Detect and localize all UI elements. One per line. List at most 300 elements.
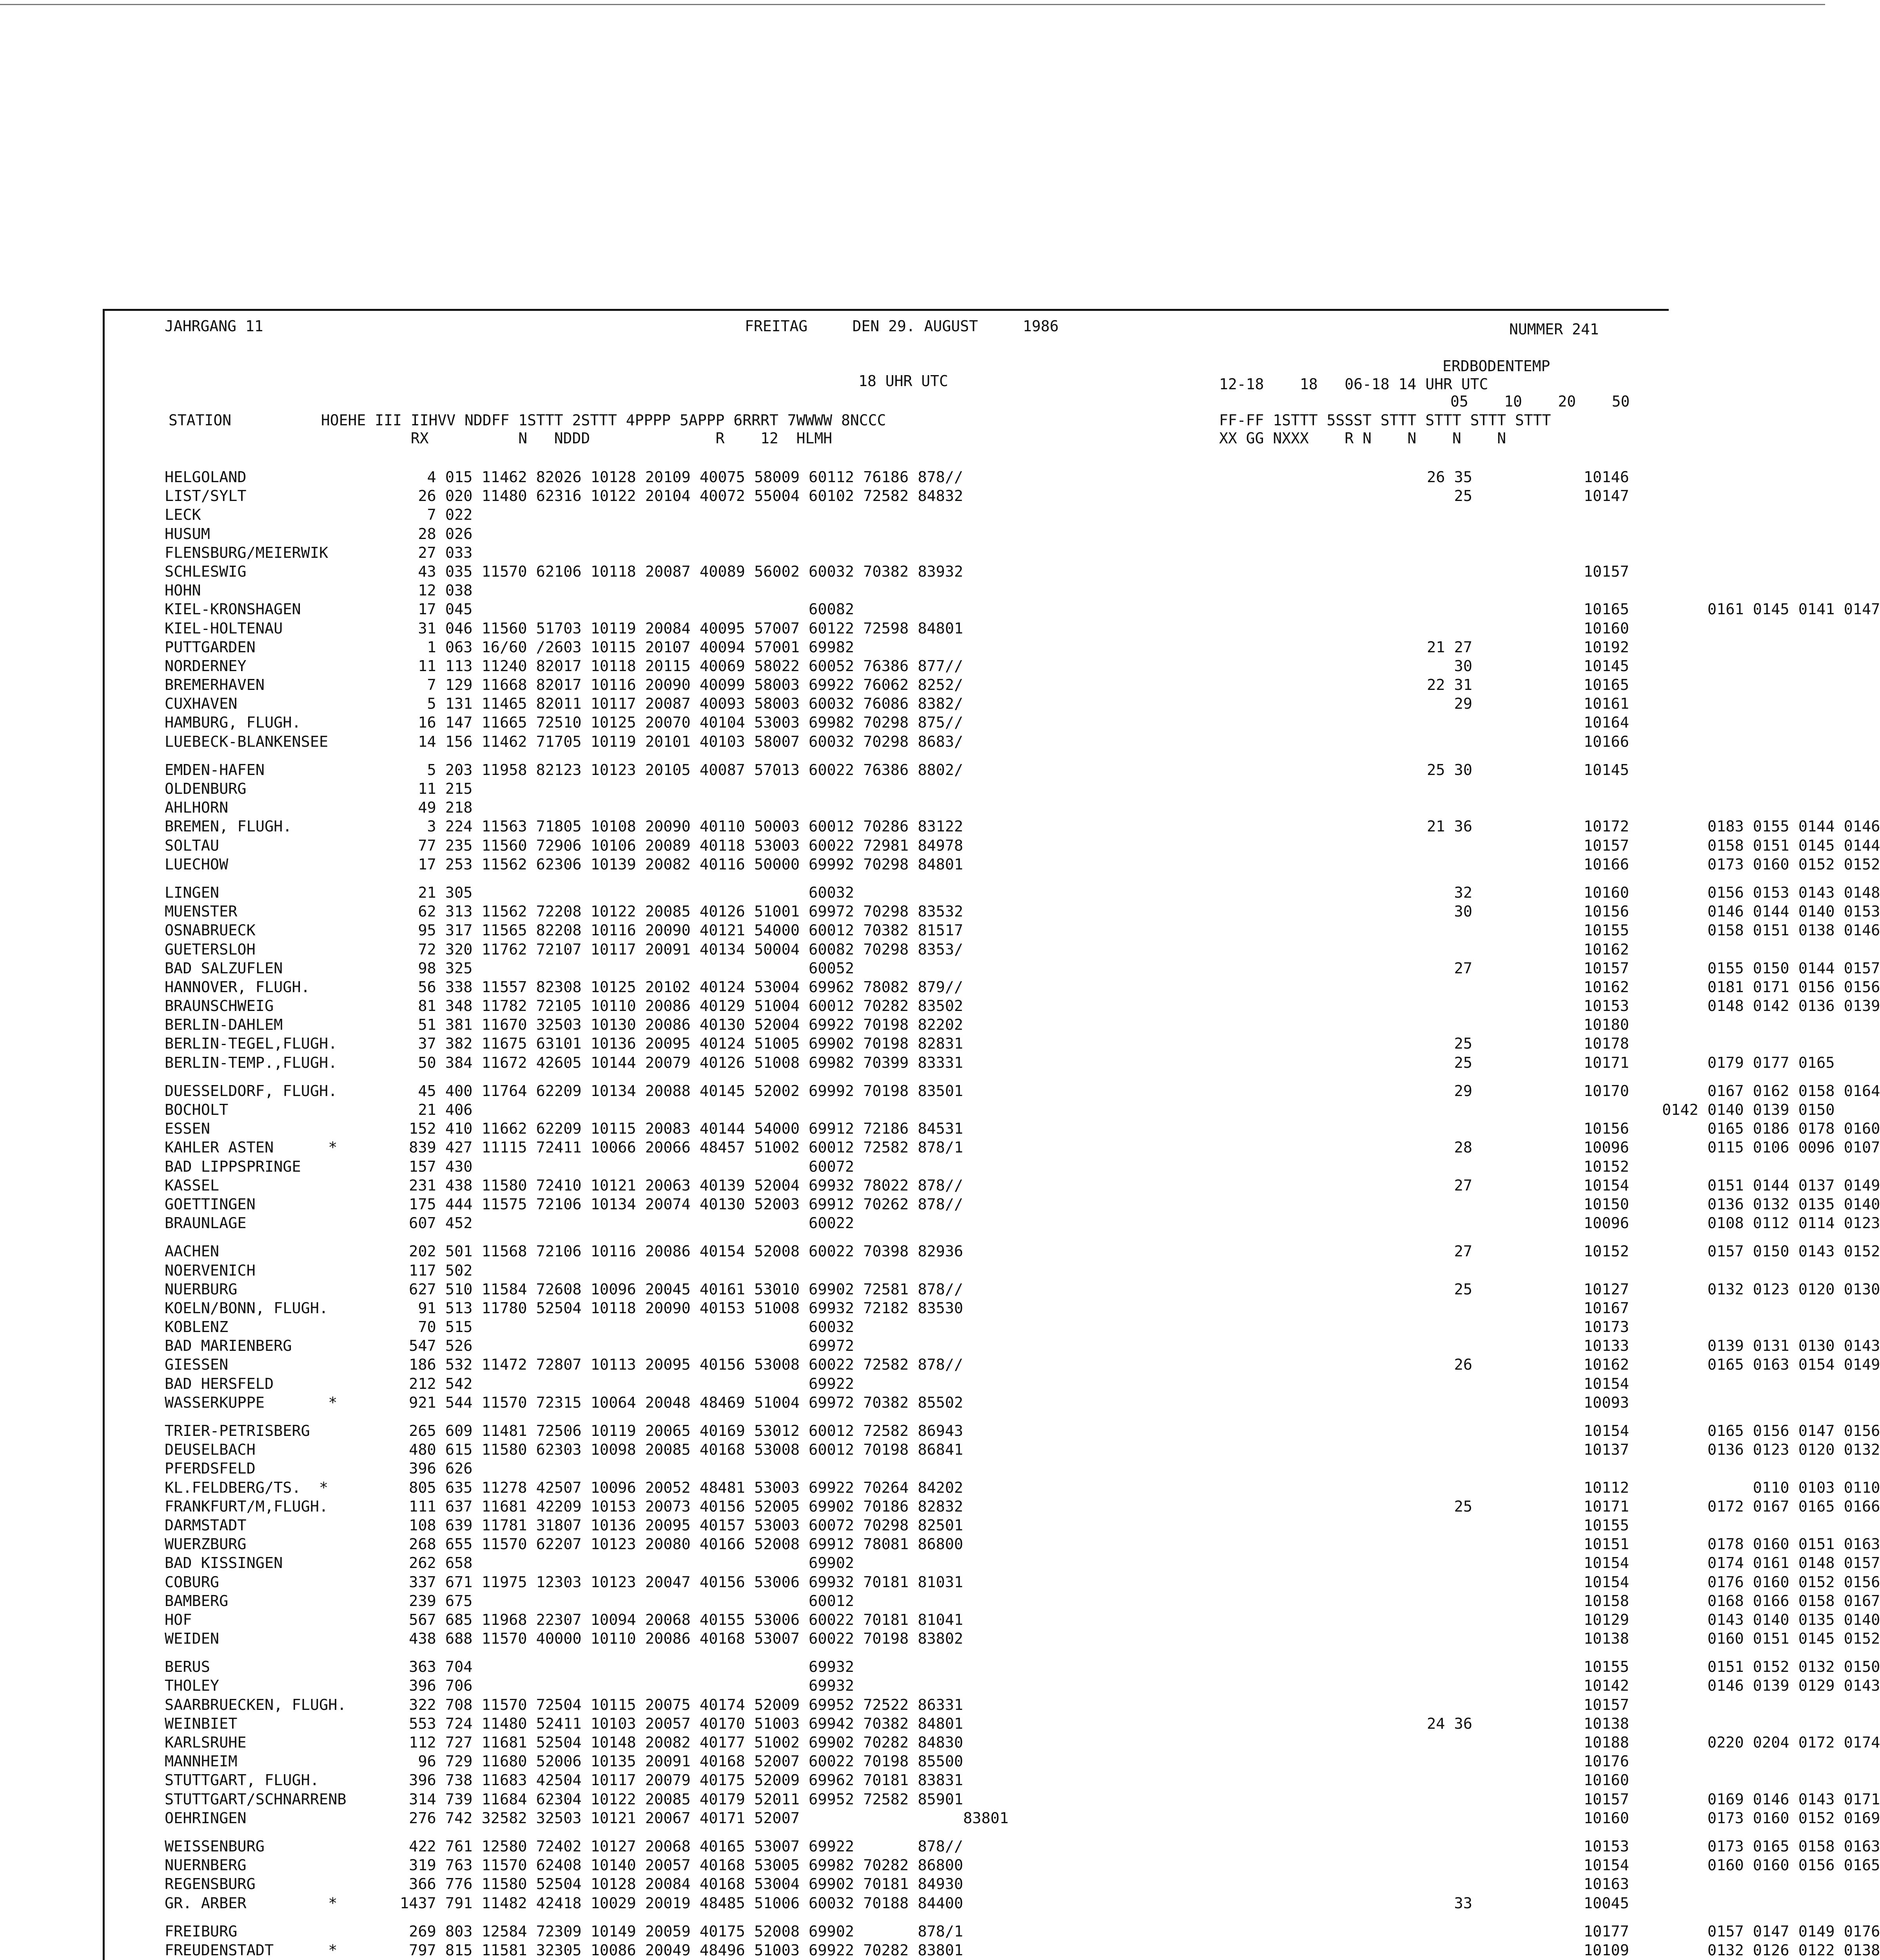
station-values: 56 338 11557 82308 10125 20102 40124 53004 69962 78082 879//: [400, 978, 964, 996]
station-values: 17 045 60082: [400, 601, 854, 619]
max-temp: 10172: [1584, 818, 1629, 836]
max-temp: 10154: [1584, 1857, 1629, 1875]
max-temp: 10162: [1584, 1356, 1629, 1374]
soil-temp: 0115 0106 0096 0107: [1707, 1139, 1880, 1157]
table-row: [165, 1261, 1880, 1280]
max-temp: 10109: [1584, 1941, 1629, 1959]
station-values: 396 626: [400, 1460, 473, 1478]
table-row: [165, 1894, 1880, 1913]
table-row: [165, 1535, 1880, 1554]
table-row: [165, 1497, 1880, 1516]
volume-label: JAHRGANG 11: [165, 318, 263, 335]
wind-gust: 27: [1427, 959, 1472, 977]
group-gap: [165, 1412, 1880, 1422]
max-temp: 10153: [1584, 997, 1629, 1015]
station-name: GOETTINGEN: [165, 1195, 256, 1213]
table-row: [165, 544, 1880, 563]
station-name: TRIER-PETRISBERG: [165, 1422, 310, 1440]
column-header-right: FF-FF 1STTT 5SSST STTT STTT STTT STTT: [1219, 412, 1551, 429]
station-name: KOELN/BONN, FLUGH.: [165, 1299, 328, 1317]
station-values: 91 513 11780 52504 10118 20090 40153 51008 69932 72182 83530: [400, 1299, 964, 1317]
table-row: [165, 1630, 1880, 1648]
max-temp: 10154: [1584, 1422, 1629, 1440]
table-row: [165, 1573, 1880, 1592]
station-values: 70 515 60032: [400, 1318, 854, 1336]
table-row: [165, 817, 1880, 836]
max-temp: 10155: [1584, 1658, 1629, 1676]
table-row: [165, 799, 1880, 817]
station-name: BERLIN-TEGEL,FLUGH.: [165, 1035, 338, 1053]
table-row: [165, 1677, 1880, 1695]
soil-temp: 0151 0152 0132 0150: [1707, 1658, 1880, 1676]
station-name: THOLEY: [165, 1677, 220, 1695]
station-name: BERUS: [165, 1658, 210, 1676]
column-header-sub: RX N NDDD R 12 HLMH: [169, 430, 832, 447]
station-values: 7 022: [400, 506, 473, 524]
station-values: 363 704 69932: [400, 1658, 854, 1676]
station-values: 337 671 11975 12303 10123 20047 40156 53006 69932 70181 81031: [400, 1573, 964, 1591]
station-name: KIEL-HOLTENAU: [165, 619, 283, 637]
table-row: [165, 1771, 1880, 1790]
table-row: [165, 733, 1880, 751]
soil-temp: 0176 0160 0152 0156: [1707, 1573, 1880, 1591]
max-temp: 10167: [1584, 1299, 1629, 1317]
station-values: 276 742 32582 32503 10121 20067 40171 52007 83801: [400, 1809, 1009, 1827]
station-name: KIEL-KRONSHAGEN: [165, 601, 301, 619]
table-row: [165, 468, 1880, 487]
max-temp: 10166: [1584, 733, 1629, 751]
soil-temp: 0155 0150 0144 0157: [1707, 959, 1880, 977]
max-temp: 10147: [1584, 487, 1629, 505]
station-name: NORDERNEY: [165, 657, 247, 675]
wind-gust: 25 30: [1427, 761, 1472, 779]
station-name: AACHEN: [165, 1243, 220, 1261]
column-header-right-sub: XX GG NXXX R N N N N: [1219, 430, 1506, 447]
soil-temp: 0148 0142 0136 0139: [1707, 997, 1880, 1015]
station-values: 31 046 11560 51703 10119 20084 40095 57007 60122 72598 84801: [400, 619, 964, 637]
soil-temp: 0156 0153 0143 0148: [1707, 884, 1880, 902]
table-row: [165, 761, 1880, 780]
group-gap: [165, 1828, 1880, 1837]
soil-temp: 0142 0140 0139 0150: [1662, 1101, 1835, 1119]
table-row: [165, 1195, 1880, 1214]
max-temp: 10164: [1584, 714, 1629, 732]
erdboden-label: ERDBODENTEMP: [1443, 358, 1550, 375]
station-name: MANNHEIM: [165, 1753, 238, 1771]
wind-gust: 22 31: [1427, 676, 1472, 694]
soil-temp: 0160 0160 0156 0165: [1707, 1857, 1880, 1875]
station-name: COBURG: [165, 1573, 220, 1591]
station-values: 11 113 11240 82017 10118 20115 40069 58022 60052 76386 877//: [400, 657, 964, 675]
station-name: HELGOLAND: [165, 468, 247, 486]
table-row: [165, 525, 1880, 544]
table-row: [165, 837, 1880, 855]
station-values: 805 635 11278 42507 10096 20052 48481 53003 69922 70264 84202: [400, 1479, 964, 1497]
soil-temp: 0136 0132 0135 0140: [1707, 1195, 1880, 1213]
table-row: [165, 1337, 1880, 1356]
table-row: [165, 1016, 1880, 1034]
table-row: [165, 600, 1880, 619]
station-values: 265 609 11481 72506 10119 20065 40169 53012 60012 72582 86943: [400, 1422, 964, 1440]
soil-temp: 0146 0144 0140 0153: [1707, 903, 1880, 921]
station-name: WEIDEN: [165, 1630, 220, 1648]
column-header-main: STATION HOEHE III IIHVV NDDFF 1STTT 2STTT 4PPPP 5APPP 6RRRT 7WWWW 8NCCC: [169, 412, 886, 429]
station-values: 5 203 11958 82123 10123 20105 40087 57013 60022 76386 8802/: [400, 761, 964, 779]
station-values: 11 215: [400, 780, 473, 798]
station-name: BERLIN-DAHLEM: [165, 1016, 283, 1034]
max-temp: 10138: [1584, 1630, 1629, 1648]
station-name: DUESSELDORF, FLUGH.: [165, 1082, 338, 1100]
table-row: [165, 884, 1880, 902]
station-name: STUTTGART, FLUGH.: [165, 1771, 319, 1789]
table-row: [165, 1242, 1880, 1261]
table-row: [165, 1733, 1880, 1752]
max-temp: 10161: [1584, 695, 1629, 713]
max-temp: 10160: [1584, 1771, 1629, 1789]
wind-gust: 30: [1427, 657, 1472, 675]
table-row: [165, 1082, 1880, 1101]
max-temp: 10180: [1584, 1016, 1629, 1034]
soil-temp: 0160 0151 0145 0152: [1707, 1630, 1880, 1648]
table-row: [165, 1176, 1880, 1195]
table-row: [165, 1875, 1880, 1894]
station-values: 319 763 11570 62408 10140 20057 40168 53005 69982 70282 86800: [400, 1857, 964, 1875]
table-row: [165, 1441, 1880, 1459]
station-name: SAARBRUECKEN, FLUGH.: [165, 1696, 347, 1714]
station-name: NUERBURG: [165, 1280, 238, 1298]
station-name: KL.FELDBERG/TS. *: [165, 1479, 328, 1497]
max-temp: 10157: [1584, 1790, 1629, 1808]
max-temp: 10145: [1584, 657, 1629, 675]
max-temp: 10160: [1584, 884, 1629, 902]
max-temp: 10150: [1584, 1195, 1629, 1213]
soil-temp: 0183 0155 0144 0146: [1707, 818, 1880, 836]
soil-temp: 0132 0126 0122 0138: [1707, 1941, 1880, 1959]
max-temp: 10160: [1584, 619, 1629, 637]
table-row: [165, 855, 1880, 874]
station-name: HOHN: [165, 582, 201, 600]
station-values: 175 444 11575 72106 10134 20074 40130 52003 69912 70262 878//: [400, 1195, 964, 1213]
station-name: REGENSBURG: [165, 1875, 256, 1893]
station-values: 4 015 11462 82026 10128 20109 40075 58009 60112 76186 878//: [400, 468, 964, 486]
station-values: 547 526 69972: [400, 1337, 854, 1355]
station-name: BREMERHAVEN: [165, 676, 265, 694]
station-values: 62 313 11562 72208 10122 20085 40126 51001 69972 70298 83532: [400, 903, 964, 921]
station-name: FRANKFURT/M,FLUGH.: [165, 1497, 328, 1515]
wind-gust: 26: [1427, 1356, 1472, 1374]
station-values: 117 502: [400, 1261, 473, 1279]
table-row: [165, 619, 1880, 638]
station-name: LIST/SYLT: [165, 487, 247, 505]
soil-temp: 0165 0186 0178 0160: [1707, 1120, 1880, 1138]
station-values: 212 542 69922: [400, 1375, 854, 1393]
table-row: [165, 506, 1880, 524]
max-temp: 10173: [1584, 1318, 1629, 1336]
max-temp: 10176: [1584, 1753, 1629, 1771]
station-name: EMDEN-HAFEN: [165, 761, 265, 779]
station-values: 72 320 11762 72107 10117 20091 40134 50004 60082 70298 8353/: [400, 940, 964, 958]
station-name: AHLHORN: [165, 799, 229, 817]
table-row: [165, 1120, 1880, 1138]
soil-temp: 0136 0123 0120 0132: [1707, 1441, 1880, 1459]
wind-gust: 33: [1427, 1894, 1472, 1912]
station-values: 81 348 11782 72105 10110 20086 40129 51004 60012 70282 83502: [400, 997, 964, 1015]
table-row: [165, 1479, 1880, 1497]
soil-temp: 0220 0204 0172 0174: [1707, 1734, 1880, 1751]
wind-gust: 29: [1427, 1082, 1472, 1100]
table-row: [165, 1318, 1880, 1337]
soil-temp: 0158 0151 0138 0146: [1707, 922, 1880, 940]
table-row: [165, 1034, 1880, 1053]
station-name: OLDENBURG: [165, 780, 247, 798]
max-temp: 10093: [1584, 1394, 1629, 1412]
station-values: 396 738 11683 42504 10117 20079 40175 52009 69962 70181 83831: [400, 1771, 964, 1789]
table-row: [165, 1658, 1880, 1677]
station-name: BAD SALZUFLEN: [165, 959, 283, 977]
issue-number: NUMMER 241: [1509, 321, 1599, 338]
station-name: WUERZBURG: [165, 1535, 247, 1553]
soil-temp: 0143 0140 0135 0140: [1707, 1611, 1880, 1629]
table-row: [165, 638, 1880, 657]
station-name: ESSEN: [165, 1120, 210, 1138]
station-name: GUETERSLOH: [165, 940, 256, 958]
station-values: 21 406: [400, 1101, 473, 1119]
station-name: BREMEN, FLUGH.: [165, 818, 292, 836]
station-values: 14 156 11462 71705 10119 20101 40103 58007 60032 70298 8683/: [400, 733, 964, 751]
station-values: 422 761 12580 72402 10127 20068 40165 53007 69922 878//: [400, 1837, 964, 1855]
wind-gust: 25: [1427, 1054, 1472, 1072]
max-temp: 10157: [1584, 837, 1629, 855]
station-name: FREIBURG: [165, 1922, 238, 1940]
soil-temp: 0178 0160 0151 0163: [1707, 1535, 1880, 1553]
wind-gust: 27: [1427, 1176, 1472, 1194]
station-name: LECK: [165, 506, 201, 524]
max-temp: 10152: [1584, 1243, 1629, 1261]
max-temp: 10152: [1584, 1158, 1629, 1176]
station-values: 98 325 60052: [400, 959, 854, 977]
soil-temp: 0108 0112 0114 0123: [1707, 1214, 1880, 1232]
station-values: 607 452 60022: [400, 1214, 854, 1232]
station-values: 231 438 11580 72410 10121 20063 40139 52004 69932 78022 878//: [400, 1176, 964, 1194]
station-values: 108 639 11781 31807 10136 20095 40157 53003 60072 70298 82501: [400, 1516, 964, 1534]
station-values: 396 706 69932: [400, 1677, 854, 1695]
station-name: LINGEN: [165, 884, 220, 902]
max-temp: 10127: [1584, 1280, 1629, 1298]
max-temp: 10192: [1584, 638, 1629, 656]
station-values: 95 317 11565 82208 10116 20090 40121 54000 60012 70382 81517: [400, 922, 964, 940]
station-name: WEINBIET: [165, 1715, 238, 1733]
station-name: LUECHOW: [165, 855, 229, 873]
table-row: [165, 1837, 1880, 1856]
group-gap: [165, 874, 1880, 884]
station-values: 45 400 11764 62209 10134 20088 40145 52002 69992 70198 83501: [400, 1082, 964, 1100]
table-row: [165, 1856, 1880, 1875]
max-temp: 10154: [1584, 1176, 1629, 1194]
station-values: 16 147 11665 72510 10125 20070 40104 53003 69982 70298 875//: [400, 714, 964, 732]
station-values: 366 776 11580 52504 10128 20084 40168 53004 69902 70181 84930: [400, 1875, 964, 1893]
station-name: STUTTGART/SCHNARRENB: [165, 1790, 347, 1808]
table-row: [165, 1214, 1880, 1233]
page-top-edge: [0, 0, 1825, 5]
table-row: [165, 902, 1880, 921]
max-temp: 10154: [1584, 1375, 1629, 1393]
soil-temp: 0173 0160 0152 0152: [1707, 855, 1880, 873]
table-row: [165, 1941, 1880, 1960]
station-values: 202 501 11568 72106 10116 20086 40154 52008 60022 70398 82936: [400, 1243, 964, 1261]
max-temp: 10178: [1584, 1035, 1629, 1053]
soil-temp: 0169 0146 0143 0171: [1707, 1790, 1880, 1808]
soil-temp: 0179 0177 0165: [1707, 1054, 1835, 1072]
station-name: OEHRINGEN: [165, 1809, 247, 1827]
station-values: 28 026: [400, 525, 473, 543]
wind-gust: 25: [1427, 1280, 1472, 1298]
station-name: SOLTAU: [165, 837, 220, 855]
station-values: 152 410 11662 62209 10115 20083 40144 54000 69912 72186 84531: [400, 1120, 964, 1138]
station-name: LUEBECK-BLANKENSEE: [165, 733, 328, 751]
table-row: [165, 780, 1880, 799]
station-name: BAD LIPPSPRINGE: [165, 1158, 301, 1176]
max-temp: 10157: [1584, 1696, 1629, 1714]
station-values: 21 305 60032: [400, 884, 854, 902]
table-row: [165, 1611, 1880, 1630]
table-row: [165, 1356, 1880, 1374]
wind-gust: 29: [1427, 695, 1472, 713]
station-values: 438 688 11570 40000 10110 20086 40168 53007 60022 70198 83802: [400, 1630, 964, 1648]
max-temp: 10158: [1584, 1592, 1629, 1610]
wind-gust: 28: [1427, 1139, 1472, 1157]
station-values: 3 224 11563 71805 10108 20090 40110 50003 60012 70286 83122: [400, 818, 964, 836]
station-name: DARMSTADT: [165, 1516, 247, 1534]
table-row: [165, 978, 1880, 997]
station-values: 186 532 11472 72807 10113 20095 40156 53008 60022 72582 878//: [400, 1356, 964, 1374]
station-name: KOBLENZ: [165, 1318, 229, 1336]
table-row: [165, 1422, 1880, 1441]
station-name: WASSERKUPPE *: [165, 1394, 338, 1412]
max-temp: 10153: [1584, 1837, 1629, 1855]
group-gap: [165, 1913, 1880, 1922]
table-row: [165, 959, 1880, 978]
station-name: WEISSENBURG: [165, 1837, 265, 1855]
max-temp: 10155: [1584, 922, 1629, 940]
table-row: [165, 1054, 1880, 1073]
table-row: [165, 940, 1880, 959]
max-temp: 10112: [1584, 1479, 1629, 1497]
soil-temp: 0165 0163 0154 0149: [1707, 1356, 1880, 1374]
max-temp: 10146: [1584, 468, 1629, 486]
table-row: [165, 1554, 1880, 1573]
max-temp: 10154: [1584, 1573, 1629, 1591]
station-name: FREUDENSTADT *: [165, 1941, 338, 1959]
station-values: 839 427 11115 72411 10066 20066 48457 51002 60012 72582 878/1: [400, 1139, 964, 1157]
table-row: [165, 1696, 1880, 1715]
station-values: 27 033: [400, 544, 473, 562]
station-values: 112 727 11681 52504 10148 20082 40177 51002 69902 70282 84830: [400, 1734, 964, 1751]
soil-temp: 0161 0145 0141 0147: [1707, 601, 1880, 619]
table-row: [165, 1809, 1880, 1828]
station-values: 553 724 11480 52411 10103 20057 40170 51003 69942 70382 84801: [400, 1715, 964, 1733]
station-values: 322 708 11570 72504 10115 20075 40174 52009 69952 72522 86331: [400, 1696, 964, 1714]
station-name: PUTTGARDEN: [165, 638, 256, 656]
wind-gust: 21 27: [1427, 638, 1472, 656]
station-name: BERLIN-TEMP.,FLUGH.: [165, 1054, 338, 1072]
table-row: [165, 997, 1880, 1016]
station-values: 797 815 11581 32305 10086 20049 48496 51003 69922 70282 83801: [400, 1941, 964, 1959]
station-values: 1 063 16/60 /2603 10115 20107 40094 57001 69982: [400, 638, 854, 656]
max-temp: 10155: [1584, 1516, 1629, 1534]
station-name: GR. ARBER *: [165, 1894, 338, 1912]
wind-gust: 25: [1427, 1497, 1472, 1515]
station-name: FLENSBURG/MEIERWIK: [165, 544, 328, 562]
wind-gust: 26 35: [1427, 468, 1472, 486]
table-row: [165, 657, 1880, 676]
soil-temp: 0110 0103 0110: [1707, 1479, 1880, 1497]
max-temp: 10145: [1584, 761, 1629, 779]
uhr-label: 18 UHR UTC: [858, 372, 948, 390]
group-gap: [165, 1073, 1880, 1082]
station-values: 51 381 11670 32503 10130 20086 40130 52004 69922 70198 82202: [400, 1016, 964, 1034]
station-values: 1437 791 11482 42418 10029 20019 48485 51006 60032 70188 84400: [400, 1894, 964, 1912]
table-row: [165, 487, 1880, 506]
soil-temp: 0132 0123 0120 0130: [1707, 1280, 1880, 1298]
station-values: 921 544 11570 72315 10064 20048 48469 51004 69972 70382 85502: [400, 1394, 964, 1412]
wind-gust: 25: [1427, 1035, 1472, 1053]
table-row: [165, 1459, 1880, 1478]
table-row: [165, 563, 1880, 581]
max-temp: 10151: [1584, 1535, 1629, 1553]
station-values: 7 129 11668 82017 10116 20090 40099 58003 69922 76062 8252/: [400, 676, 964, 694]
station-values: 26 020 11480 62316 10122 20104 40072 55004 60102 72582 84832: [400, 487, 964, 505]
max-temp: 10138: [1584, 1715, 1629, 1733]
station-name: BAMBERG: [165, 1592, 229, 1610]
soil-temp: 0173 0165 0158 0163: [1707, 1837, 1880, 1855]
station-name: KARLSRUHE: [165, 1734, 247, 1751]
max-temp: 10171: [1584, 1054, 1629, 1072]
group-gap: [165, 751, 1880, 761]
station-values: 37 382 11675 63101 10136 20095 40124 51005 69902 70198 82831: [400, 1035, 964, 1053]
group-gap: [165, 1233, 1880, 1242]
max-temp: 10165: [1584, 601, 1629, 619]
wind-gust: 24 36: [1427, 1715, 1472, 1733]
max-temp: 10166: [1584, 855, 1629, 873]
station-name: HAMBURG, FLUGH.: [165, 714, 301, 732]
station-name: BRAUNLAGE: [165, 1214, 247, 1232]
station-values: 43 035 11570 62106 10118 20087 40089 56002 60032 70382 83932: [400, 563, 964, 581]
soil-temp: 0157 0150 0143 0152: [1707, 1243, 1880, 1261]
station-name: KAHLER ASTEN *: [165, 1139, 338, 1157]
station-name: BAD HERSFELD: [165, 1375, 274, 1393]
max-temp: 10133: [1584, 1337, 1629, 1355]
station-name: GIESSEN: [165, 1356, 229, 1374]
max-temp: 10177: [1584, 1922, 1629, 1940]
station-values: 50 384 11672 42605 10144 20079 40126 51008 69982 70399 83331: [400, 1054, 964, 1072]
station-values: 567 685 11968 22307 10094 20068 40155 53006 60022 70181 81041: [400, 1611, 964, 1629]
max-temp: 10171: [1584, 1497, 1629, 1515]
station-values: 157 430 60072: [400, 1158, 854, 1176]
table-row: [165, 1516, 1880, 1535]
station-values: 12 038: [400, 582, 473, 600]
max-temp: 10162: [1584, 940, 1629, 958]
station-table: [165, 468, 1880, 1960]
table-row: [165, 695, 1880, 713]
station-values: 627 510 11584 72608 10096 20045 40161 53010 69902 72581 878//: [400, 1280, 964, 1298]
max-temp: 10162: [1584, 978, 1629, 996]
table-row: [165, 1752, 1880, 1771]
max-temp: 10156: [1584, 1120, 1629, 1138]
table-row: [165, 1790, 1880, 1809]
table-row: [165, 1375, 1880, 1394]
table-row: [165, 1592, 1880, 1611]
station-name: OSNABRUECK: [165, 922, 256, 940]
